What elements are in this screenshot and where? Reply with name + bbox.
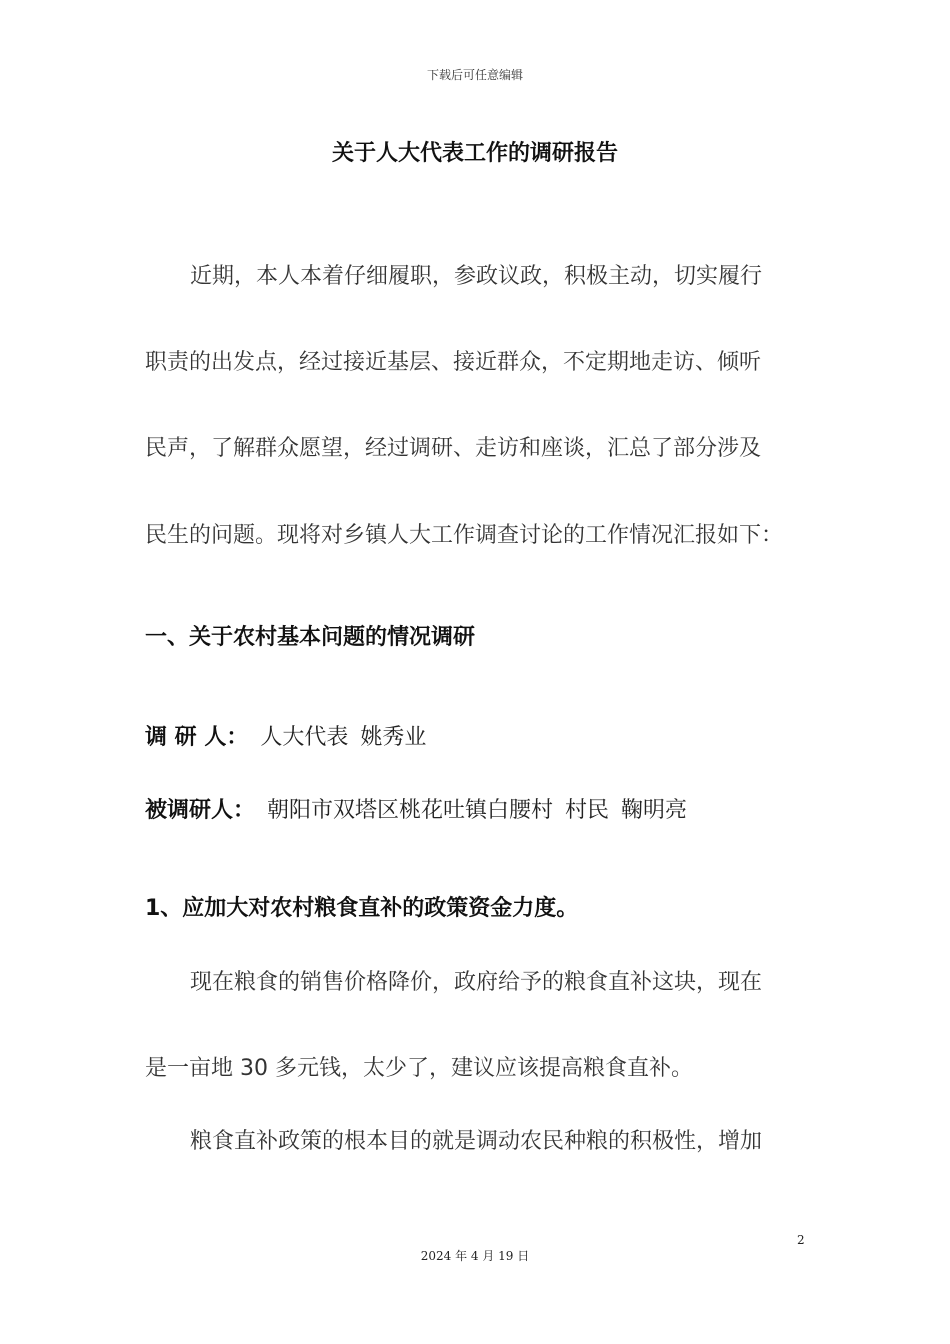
intro-line: 民生的问题。现将对乡镇人大工作调查讨论的工作情况汇报如下： — [145, 523, 784, 548]
researcher-field — [145, 720, 426, 751]
paragraph-line: 现在粮食的销售价格降价，政府给予的粮食直补这块，现在 — [190, 970, 763, 995]
interviewee-name: 鞠明亮 — [621, 798, 688, 823]
document-title: 关于人大代表工作的调研报告 — [331, 141, 618, 166]
interviewee-location: 朝阳市双塔区桃花吐镇白腰村 — [267, 798, 554, 823]
intro-line: 职责的出发点，经过接近基层、接近群众，不定期地走访、倾听 — [145, 350, 762, 375]
paragraph-line: 是一亩地 30 多元钱，太少了，建议应该提高粮食直补。 — [145, 1056, 693, 1081]
researcher-role: 人大代表 — [260, 725, 349, 750]
page-number: 2 — [797, 1233, 805, 1247]
item-heading: 1、应加大对农村粮食直补的政策资金力度。 — [145, 896, 579, 921]
researcher-label: 调 研 人： — [145, 725, 249, 750]
intro-line: 近期，本人本着仔细履职，参政议政，积极主动，切实履行 — [190, 264, 763, 289]
researcher-name: 姚秀业 — [360, 725, 427, 750]
intro-line: 民声，了解群众愿望，经过调研、走访和座谈，汇总了部分涉及 — [145, 436, 762, 461]
interviewee-label: 被调研人： — [145, 798, 256, 823]
footer-date: 2024 年 4 月 19 日 — [420, 1249, 530, 1263]
header-note: 下载后可任意编辑 — [426, 68, 523, 82]
section-heading: 一、关于农村基本问题的情况调研 — [145, 625, 476, 650]
interviewee-field — [145, 793, 687, 824]
paragraph-line: 粮食直补政策的根本目的就是调动农民种粮的积极性，增加 — [190, 1129, 763, 1154]
interviewee-role: 村民 — [565, 798, 610, 823]
